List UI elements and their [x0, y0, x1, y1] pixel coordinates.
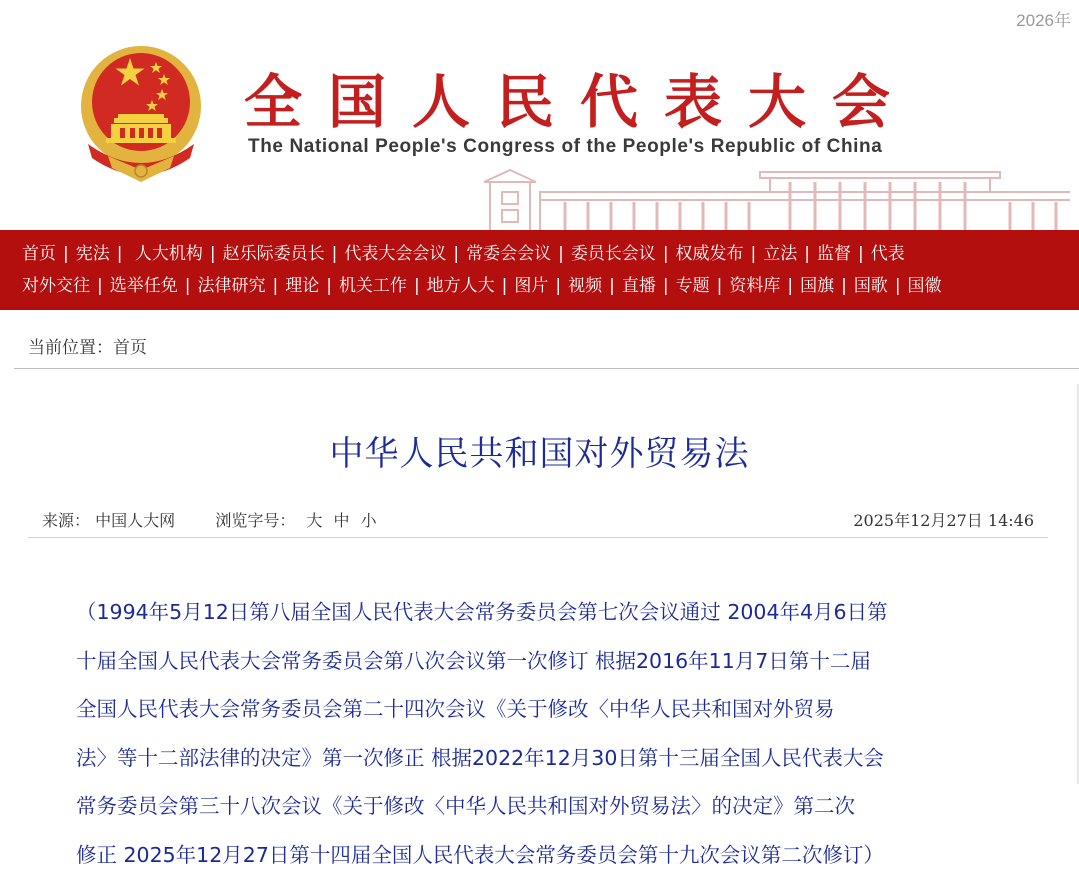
nav-separator: | [804, 244, 811, 264]
nav-separator: | [609, 276, 615, 296]
font-size-medium-button[interactable]: 中 [333, 511, 350, 530]
nav-item-photos[interactable]: 图片 [514, 276, 549, 296]
nav-item-legal-research[interactable]: 法律研究 [197, 276, 266, 296]
preamble-line: 法〉等十二部法律的决定》第一次修正 根据2022年12月30日第十三届全国人民代表大会 [76, 745, 884, 770]
nav-item-npc-organs[interactable]: 人大机构 [129, 244, 203, 264]
meta-divider [28, 537, 1048, 538]
preamble-line: 修正 2025年12月27日第十四届全国人民代表大会常务委员会第十九次会议第二次修订） [76, 842, 884, 867]
year-tag: 2026年 [1016, 11, 1071, 30]
nav-separator: | [413, 276, 420, 296]
nav-separator: | [63, 244, 69, 264]
nav-separator: | [750, 244, 757, 264]
breadcrumb-divider [14, 368, 1079, 369]
nav-item-national-emblem[interactable]: 国徽 [907, 276, 942, 296]
nav-item-topics[interactable]: 专题 [675, 276, 710, 296]
nav-separator: | [716, 276, 723, 296]
nav-item-chairman[interactable]: 赵乐际委员长 [222, 244, 325, 264]
nav-separator: | [841, 276, 847, 296]
source-value: 中国人大网 [95, 511, 176, 530]
nav-separator: | [453, 244, 460, 264]
nav-item-elections[interactable]: 选举任免 [109, 276, 178, 296]
nav-item-agency-work[interactable]: 机关工作 [338, 276, 407, 296]
nav-item-videos[interactable]: 视频 [568, 276, 603, 296]
site-subtitle: The National People's Congress of the People's Republic of China [248, 136, 883, 157]
font-size-label: 浏览字号： [215, 511, 296, 530]
article-meta [28, 504, 1048, 536]
nav-separator: | [331, 244, 338, 264]
nav-separator: | [209, 244, 216, 264]
nav-separator: | [326, 276, 332, 296]
nav-row-1 [22, 239, 905, 269]
nav-item-database[interactable]: 资料库 [729, 276, 781, 296]
site-header [0, 0, 1079, 230]
site-title: 全国人民代表大会 [244, 68, 917, 136]
nav-separator: | [501, 276, 508, 296]
publish-datetime: 2025年12月27日 14:46 [853, 511, 1034, 530]
preamble-line: （1994年5月12日第八届全国人民代表大会常务委员会第七次会议通过 2004年4月6日第 [76, 600, 888, 624]
preamble-line: 全国人民代表大会常务委员会第二十四次会议《关于修改〈中华人民共和国对外贸易 [76, 697, 835, 722]
breadcrumb [28, 333, 147, 358]
nav-separator: | [555, 276, 562, 296]
nav-separator: | [787, 276, 794, 296]
nav-row-2 [22, 271, 942, 301]
article-title: 中华人民共和国对外贸易法 [329, 434, 750, 474]
nav-item-local-congress[interactable]: 地方人大 [426, 276, 495, 296]
preamble-line: 常务委员会第三十八次会议《关于修改〈中华人民共和国对外贸易法〉的决定》第二次 [76, 794, 855, 819]
nav-separator: | [116, 244, 123, 264]
nav-item-legislation[interactable]: 立法 [763, 244, 798, 264]
nav-item-chairmen-council[interactable]: 委员长会议 [570, 244, 656, 264]
nav-item-national-anthem[interactable]: 国歌 [853, 276, 888, 296]
nav-item-standing-committee[interactable]: 常委会会议 [466, 244, 552, 264]
nav-item-home[interactable]: 首页 [22, 244, 56, 264]
nav-item-releases[interactable]: 权威发布 [675, 244, 744, 264]
nav-separator: | [662, 276, 669, 296]
font-size-small-button[interactable]: 小 [360, 511, 377, 530]
nav-item-live[interactable]: 直播 [621, 276, 656, 296]
national-emblem-icon [78, 44, 204, 184]
breadcrumb-prefix: 当前位置： [28, 338, 113, 358]
nav-separator: | [272, 276, 279, 296]
nav-separator: | [558, 244, 564, 264]
great-hall-illustration [470, 160, 1079, 230]
source-label: 来源： [42, 511, 91, 530]
font-size-large-button[interactable]: 大 [306, 511, 323, 530]
nav-separator: | [894, 276, 901, 296]
nav-separator: | [662, 244, 669, 264]
preamble-line: 十届全国人民代表大会常务委员会第八次会议第一次修订 根据2016年11月7日第十二届 [76, 648, 871, 673]
nav-item-foreign-exchanges[interactable]: 对外交往 [22, 276, 90, 296]
nav-separator: | [97, 276, 103, 296]
article-preamble [76, 588, 1006, 880]
article-meta-left [42, 508, 377, 531]
nav-item-national-flag[interactable]: 国旗 [800, 276, 835, 296]
nav-item-deputies[interactable]: 代表 [870, 244, 905, 264]
nav-separator: | [184, 276, 191, 296]
nav-item-supervision[interactable]: 监督 [817, 244, 852, 264]
breadcrumb-home-link[interactable]: 首页 [113, 338, 147, 358]
nav-item-congress-sessions[interactable]: 代表大会会议 [344, 244, 447, 264]
nav-item-constitution[interactable]: 宪法 [75, 244, 110, 264]
nav-separator: | [858, 244, 864, 264]
nav-item-theory[interactable]: 理论 [285, 276, 320, 296]
main-nav [0, 230, 1079, 310]
